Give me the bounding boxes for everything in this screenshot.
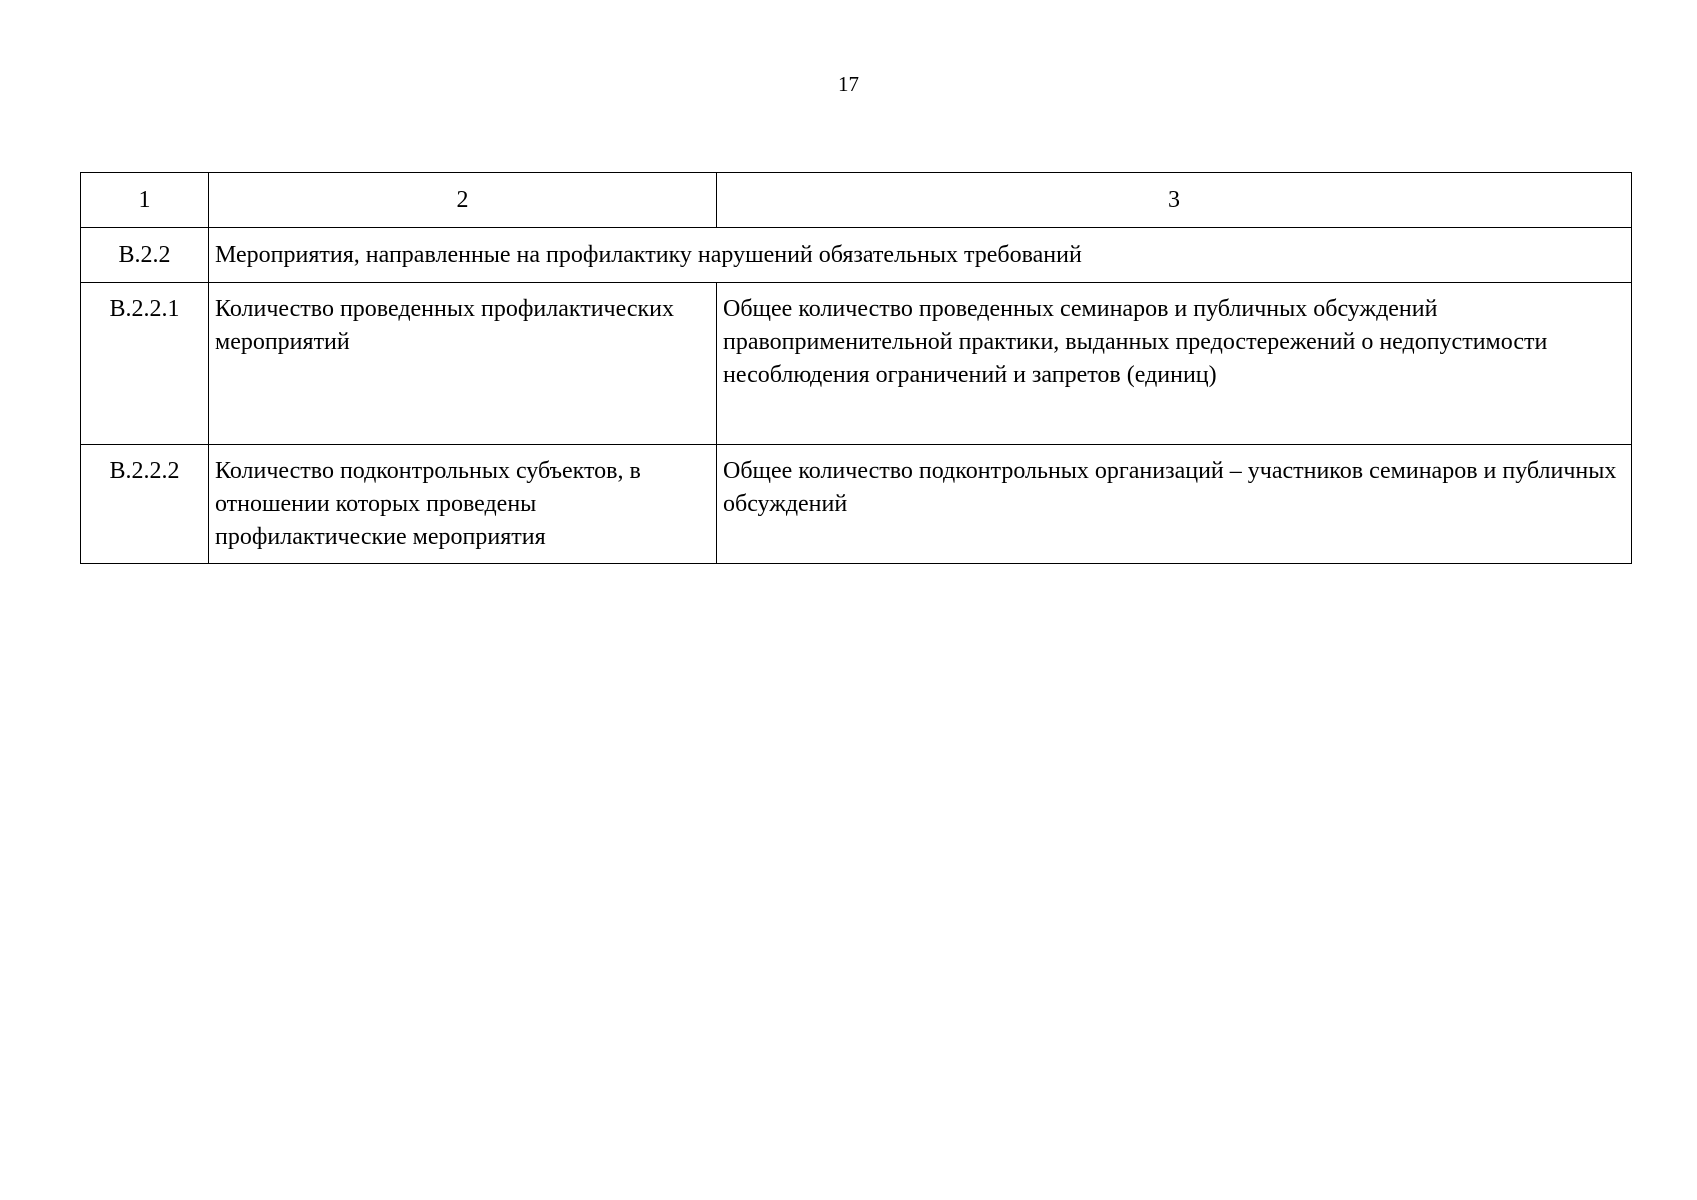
section-title: Мероприятия, направленные на профилактику нарушений обязательных требований xyxy=(209,228,1632,283)
header-cell-2: 2 xyxy=(209,173,717,228)
header-cell-1: 1 xyxy=(81,173,209,228)
table-header-row xyxy=(81,173,1632,228)
row-indicator: Количество проведенных профилактических мероприятий xyxy=(209,283,717,445)
row-code: В.2.2.1 xyxy=(81,283,209,445)
section-row xyxy=(81,228,1632,283)
indicators-table xyxy=(80,172,1632,564)
section-code: В.2.2 xyxy=(81,228,209,283)
table-row xyxy=(81,283,1632,445)
page-number: 17 xyxy=(838,72,859,96)
row-description: Общее количество проведенных семинаров и публичных обсуждений правоприменительной практики, выданных предостережений о недопустимости несоблюдения ограничений и запретов (единиц) xyxy=(717,283,1632,445)
row-code: В.2.2.2 xyxy=(81,445,209,564)
header-cell-3: 3 xyxy=(717,173,1632,228)
table-row xyxy=(81,445,1632,564)
row-description: Общее количество подконтрольных организаций – участников семинаров и публичных обсуждений xyxy=(717,445,1632,564)
row-indicator: Количество подконтрольных субъектов, в отношении которых проведены профилактические мероприятия xyxy=(209,445,717,564)
